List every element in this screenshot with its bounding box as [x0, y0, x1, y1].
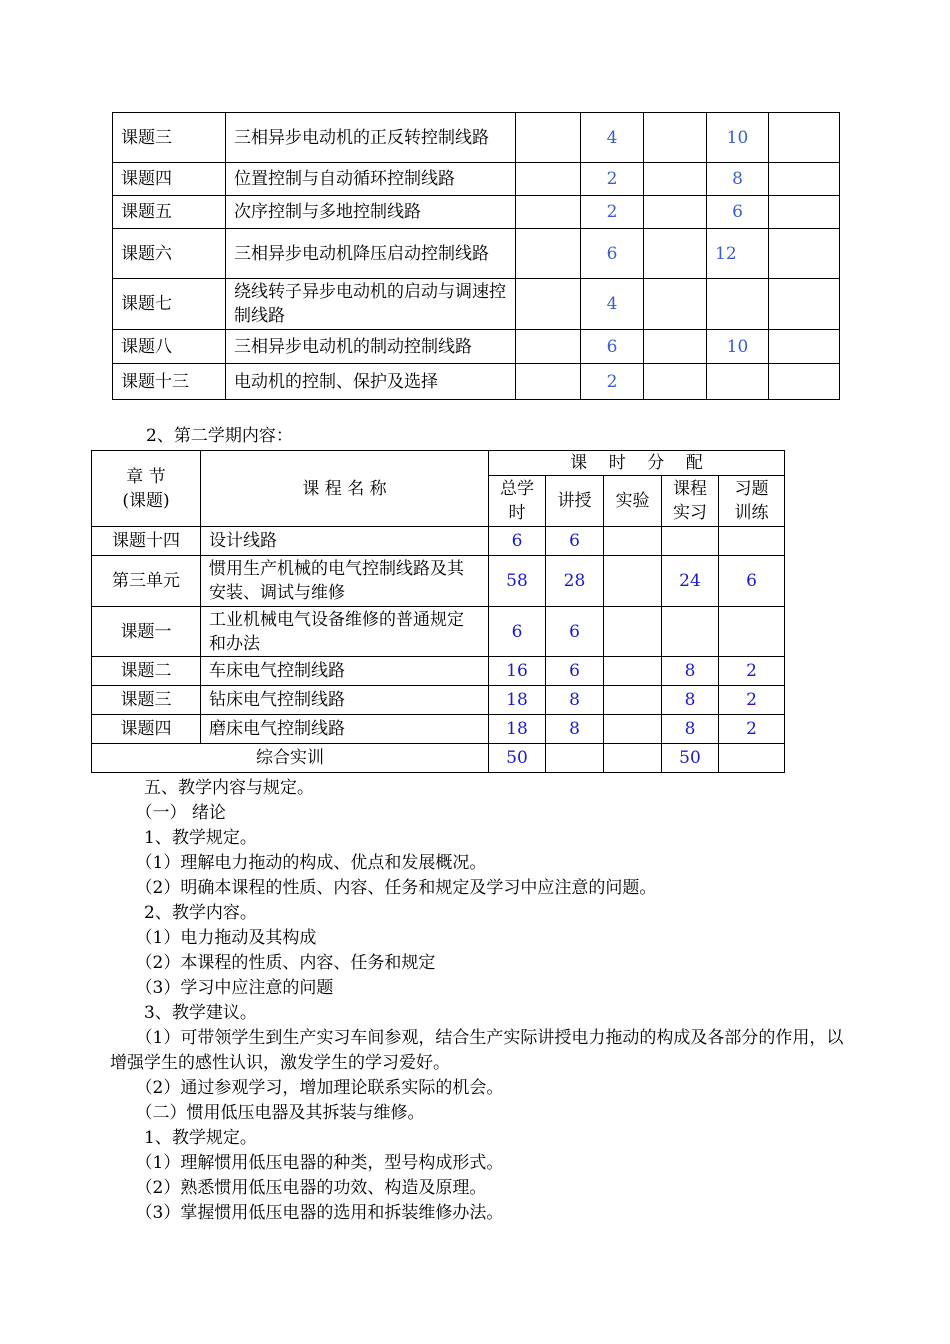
topic-cell: 课题五: [113, 196, 226, 229]
table-row: [113, 364, 840, 400]
hours-cell: [644, 196, 707, 229]
topic-cell: 课题二: [92, 657, 201, 686]
text-line: （3）掌握惯用低压电器的选用和拆装维修办法。: [110, 1203, 504, 1223]
course-name-cell: 惯用生产机械的电气控制线路及其安装、调试与维修: [201, 556, 489, 607]
hours-cell: 6: [707, 196, 769, 229]
hours-cell: 4: [581, 279, 644, 330]
course-name-cell: 车床电气控制线路: [201, 657, 489, 686]
hours-cell: 2: [581, 196, 644, 229]
hours-cell: [644, 163, 707, 196]
hours-cell: 12: [707, 229, 769, 279]
text-line: 2、教学内容。: [110, 903, 257, 923]
table-row: [92, 607, 785, 657]
text-line: （1）理解电力拖动的构成、优点和发展概况。: [110, 853, 487, 873]
hours-cell: [604, 686, 662, 715]
text-line: （1）理解惯用低压电器的种类，型号构成形式。: [110, 1153, 504, 1173]
topic-cell: 课题三: [92, 686, 201, 715]
course-name-cell: 绕线转子异步电动机的启动与调速控制线路: [226, 279, 516, 330]
column-header: 总学时: [489, 476, 546, 527]
hours-cell: 10: [707, 330, 769, 364]
hours-cell: 6: [489, 527, 546, 556]
topic-cell: 课题十四: [92, 527, 201, 556]
topic-cell: 课题七: [113, 279, 226, 330]
column-header: 课程实习: [662, 476, 719, 527]
text-line: 1、教学规定。: [110, 828, 257, 848]
hours-cell: [769, 163, 840, 196]
course-name-cell: 次序控制与多地控制线路: [226, 196, 516, 229]
hours-cell: [769, 229, 840, 279]
table-row: [92, 686, 785, 715]
table-row: [92, 527, 785, 556]
table-row: [113, 279, 840, 330]
table-row: [113, 113, 840, 163]
hours-cell: [516, 229, 581, 279]
hours-cell: [516, 279, 581, 330]
hours-cell: [662, 607, 719, 657]
topic-cell: 课题三: [113, 113, 226, 163]
hours-cell: [769, 113, 840, 163]
subsection-heading: （一） 绪论: [110, 803, 226, 823]
topic-cell: 课题一: [92, 607, 201, 657]
hours-cell: 18: [489, 686, 546, 715]
section-heading: 五、教学内容与规定。: [110, 778, 314, 798]
table-row: [113, 163, 840, 196]
course-name-cell: 三相异步电动机降压启动控制线路: [226, 229, 516, 279]
hours-cell: 2: [719, 715, 785, 744]
hours-cell: [604, 715, 662, 744]
hours-cell: 6: [719, 556, 785, 607]
hours-cell: [604, 556, 662, 607]
hours-cell: 6: [546, 657, 604, 686]
hours-cell: [546, 744, 604, 773]
hours-cell: [707, 364, 769, 400]
hours-cell: 8: [662, 686, 719, 715]
topic-cell: 第三单元: [92, 556, 201, 607]
hours-cell: [644, 279, 707, 330]
text-paragraph: （1）可带领学生到生产实习车间参观，结合生产实际讲授电力拖动的构成及各部分的作用，以增强学生的感性认识，激发学生的学习爱好。: [110, 1028, 844, 1073]
hours-cell: 8: [546, 715, 604, 744]
hours-cell: 4: [581, 113, 644, 163]
hours-cell: [516, 330, 581, 364]
course-name-cell: 钻床电气控制线路: [201, 686, 489, 715]
course-name-cell: 电动机的控制、保护及选择: [226, 364, 516, 400]
topic-cell: 课题四: [92, 715, 201, 744]
hours-cell: [604, 744, 662, 773]
text-line: （2）熟悉惯用低压电器的功效、构造及原理。: [110, 1178, 487, 1198]
hours-cell: [644, 113, 707, 163]
summary-label: 综合实训: [92, 744, 489, 773]
hours-cell: [644, 330, 707, 364]
hours-cell: [644, 229, 707, 279]
hours-cell: [707, 279, 769, 330]
hours-cell: 2: [719, 657, 785, 686]
hours-cell: [769, 364, 840, 400]
chapter-header-sub: (课题): [122, 490, 170, 511]
column-header: 实验: [604, 476, 662, 527]
hours-cell: [516, 196, 581, 229]
section-heading: 2、第二学期内容：: [146, 426, 293, 446]
hours-cell: [604, 527, 662, 556]
table-row: [113, 196, 840, 229]
course-name-cell: 设计线路: [201, 527, 489, 556]
hours-cell: [516, 163, 581, 196]
text-line: （3）学习中应注意的问题: [110, 978, 334, 998]
hours-cell: [662, 527, 719, 556]
table-header-row: [92, 451, 785, 476]
hours-cell: 2: [581, 364, 644, 400]
text-line: 1、教学规定。: [110, 1128, 257, 1148]
hours-cell: 50: [662, 744, 719, 773]
hours-cell: 28: [546, 556, 604, 607]
hours-cell: [719, 744, 785, 773]
topic-cell: 课题八: [113, 330, 226, 364]
hours-cell: [604, 607, 662, 657]
hours-cell: 2: [719, 686, 785, 715]
hours-cell: 18: [489, 715, 546, 744]
hours-cell: 6: [489, 607, 546, 657]
hours-cell: [769, 330, 840, 364]
hours-cell: [516, 364, 581, 400]
hours-cell: [719, 527, 785, 556]
text-line: （1）电力拖动及其构成: [110, 928, 317, 948]
course-name-cell: 工业机械电气设备维修的普通规定和办法: [201, 607, 489, 657]
hours-cell: 8: [662, 715, 719, 744]
hours-cell: 50: [489, 744, 546, 773]
text-line: （2）明确本课程的性质、内容、任务和规定及学习中应注意的问题。: [110, 878, 657, 898]
hours-cell: [604, 657, 662, 686]
text-line: 3、教学建议。: [110, 1003, 257, 1023]
summary-row: [92, 744, 785, 773]
hours-cell: 6: [546, 607, 604, 657]
hours-cell: [516, 113, 581, 163]
hours-cell: 6: [581, 229, 644, 279]
hours-cell: 10: [707, 113, 769, 163]
allocation-header: 课 时 分 配: [489, 451, 785, 476]
hours-cell: 6: [546, 527, 604, 556]
hours-cell: 58: [489, 556, 546, 607]
hours-cell: 24: [662, 556, 719, 607]
topic-cell: 课题六: [113, 229, 226, 279]
hours-cell: 8: [707, 163, 769, 196]
hours-cell: 8: [662, 657, 719, 686]
hours-cell: [769, 196, 840, 229]
course-name-cell: 三相异步电动机的正反转控制线路: [226, 113, 516, 163]
table-row: [92, 657, 785, 686]
course-name-cell: 磨床电气控制线路: [201, 715, 489, 744]
topic-cell: 课题十三: [113, 364, 226, 400]
text-line: （2）通过参观学习，增加理论联系实际的机会。: [110, 1078, 504, 1098]
course-name-cell: 位置控制与自动循环控制线路: [226, 163, 516, 196]
column-header: 习题训练: [719, 476, 785, 527]
course-name-cell: 三相异步电动机的制动控制线路: [226, 330, 516, 364]
course-hours-table-1: [112, 112, 840, 400]
table-row: [92, 556, 785, 607]
chapter-header-label: 章 节: [126, 466, 166, 487]
hours-cell: [719, 607, 785, 657]
text-line: （2）本课程的性质、内容、任务和规定: [110, 953, 436, 973]
table-row: [113, 229, 840, 279]
column-header: 讲授: [546, 476, 604, 527]
hours-cell: 8: [546, 686, 604, 715]
hours-cell: [644, 364, 707, 400]
table-row: [92, 715, 785, 744]
hours-cell: 16: [489, 657, 546, 686]
hours-cell: 2: [581, 163, 644, 196]
hours-cell: 6: [581, 330, 644, 364]
subsection-heading: （二）惯用低压电器及其拆装与维修。: [110, 1103, 425, 1123]
topic-cell: 课题四: [113, 163, 226, 196]
table-row: [113, 330, 840, 364]
course-hours-table-2: [91, 450, 785, 773]
course-name-header: 课 程 名 称: [201, 451, 489, 527]
hours-cell: [769, 279, 840, 330]
chapter-header: [92, 451, 201, 527]
